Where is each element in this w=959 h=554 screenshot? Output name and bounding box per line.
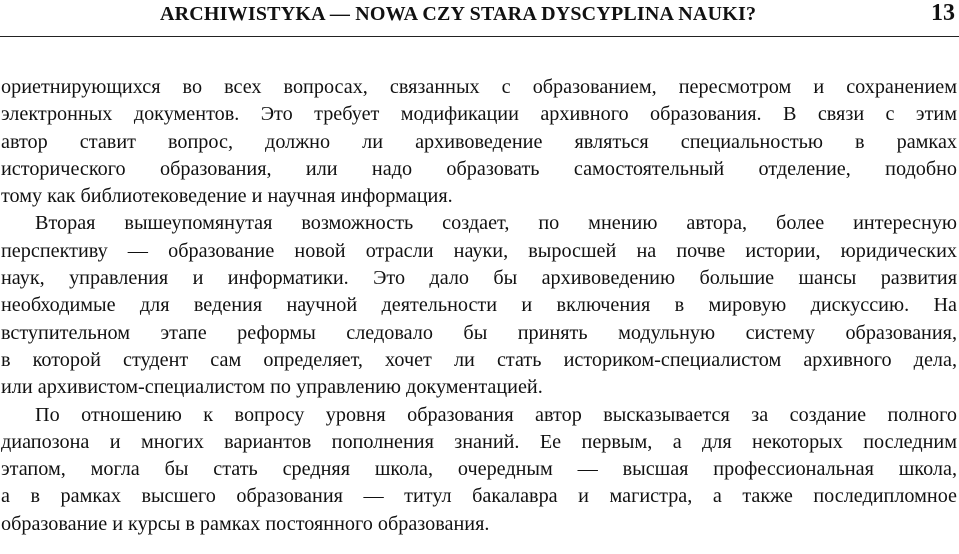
text-line: тому как библиотековедение и научная информация.: [1, 185, 453, 208]
text-line: Вторая вышеупомянутая возможность создает, по мнению автора, более интересную: [35, 212, 957, 235]
text-line: образование и курсы в рамках постоянного образования.: [1, 512, 490, 535]
text-line: в которой студент сам определяет, хочет ли стать историком-специалистом архивного дела,: [1, 348, 957, 371]
body-text: [1, 74, 957, 538]
text-line: диапозона и многих вариантов пополнения знаний. Ее первым, а для некоторых последним: [1, 430, 957, 453]
text-line: необходимые для ведения научной деятельности и включения в мировую дискуссию. На: [1, 294, 957, 317]
text-line: электронных документов. Это требует модификации архивного образования. В связи с этим: [1, 103, 957, 126]
page-number: 13: [931, 0, 955, 26]
text-line: или архивистом-специалистом по управлению документацией.: [1, 376, 543, 399]
text-line: вступительном этапе реформы следовало бы принять модульную систему образования,: [1, 321, 957, 344]
text-line: автор ставит вопрос, должно ли архивоведение являться специальностью в рамках: [1, 130, 957, 153]
text-line: перспективу — образование новой отрасли науки, выросшей на почве истории, юридических: [1, 239, 957, 262]
text-line: этапом, могла бы стать средняя школа, очередным — высшая профессиональная школа,: [1, 458, 957, 481]
header-rule: [0, 36, 959, 37]
page-header: [0, 0, 959, 36]
text-line: наук, управления и информатики. Это дало бы архивоведению большие шансы развития: [1, 267, 957, 290]
text-line: По отношению к вопросу уровня образования автор высказывается за создание полного: [35, 403, 957, 426]
text-line: ориетнирующихся во всех вопросах, связанных с образованием, пересмотром и сохранением: [1, 76, 957, 98]
text-line: а в рамках высшего образования — титул бакалавра и магистра, а также последипломное: [1, 485, 957, 508]
text-line: исторического образования, или надо образовать самостоятельный отделение, подобно: [1, 157, 957, 180]
running-title: ARCHIWISTYKA — NOWA CZY STARA DYSCYPLINA NAUKI?: [160, 3, 757, 25]
